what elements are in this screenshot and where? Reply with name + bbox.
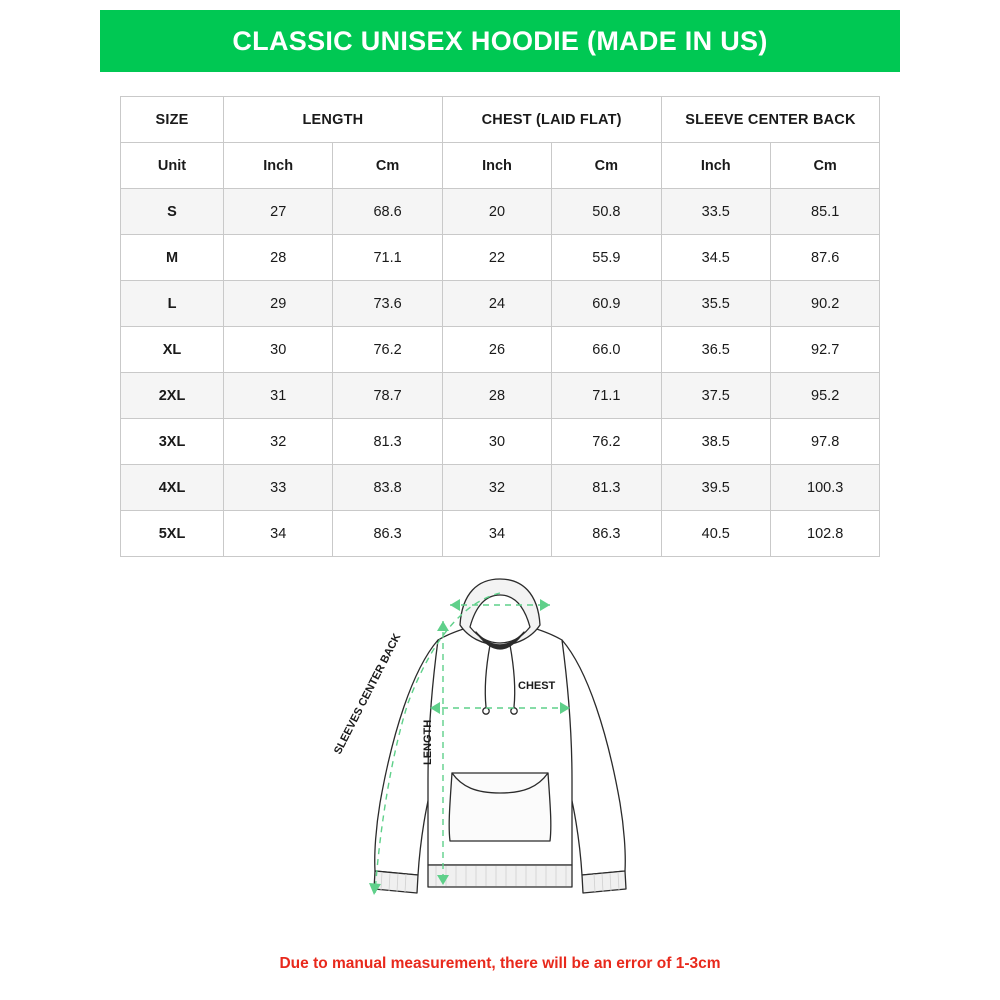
cell-sleeve-inch: 38.5 bbox=[661, 419, 770, 465]
cell-length-cm: 73.6 bbox=[333, 281, 442, 327]
cell-length-cm: 78.7 bbox=[333, 373, 442, 419]
cell-sleeve-cm: 97.8 bbox=[770, 419, 879, 465]
cell-size: L bbox=[121, 281, 224, 327]
cell-chest-cm: 81.3 bbox=[552, 465, 661, 511]
table-row bbox=[121, 327, 880, 373]
cell-length-inch: 30 bbox=[224, 327, 333, 373]
cell-chest-inch: 26 bbox=[442, 327, 551, 373]
table-row bbox=[121, 373, 880, 419]
cell-size: XL bbox=[121, 327, 224, 373]
cell-chest-inch: 20 bbox=[442, 189, 551, 235]
unit-chest-inch: Inch bbox=[442, 143, 551, 189]
label-chest: CHEST bbox=[518, 680, 556, 692]
cell-sleeve-cm: 85.1 bbox=[770, 189, 879, 235]
cell-length-inch: 27 bbox=[224, 189, 333, 235]
cell-chest-inch: 34 bbox=[442, 511, 551, 557]
cell-length-cm: 68.6 bbox=[333, 189, 442, 235]
cell-chest-cm: 71.1 bbox=[552, 373, 661, 419]
header-length: LENGTH bbox=[224, 97, 443, 143]
cell-length-cm: 81.3 bbox=[333, 419, 442, 465]
cell-sleeve-cm: 87.6 bbox=[770, 235, 879, 281]
cell-chest-inch: 32 bbox=[442, 465, 551, 511]
header-chest: CHEST (LAID FLAT) bbox=[442, 97, 661, 143]
cell-length-inch: 32 bbox=[224, 419, 333, 465]
cell-chest-inch: 30 bbox=[442, 419, 551, 465]
cell-length-inch: 29 bbox=[224, 281, 333, 327]
cell-chest-inch: 22 bbox=[442, 235, 551, 281]
cell-size: 3XL bbox=[121, 419, 224, 465]
cell-sleeve-inch: 39.5 bbox=[661, 465, 770, 511]
header-size: SIZE bbox=[121, 97, 224, 143]
cell-length-cm: 86.3 bbox=[333, 511, 442, 557]
measurement-disclaimer: Due to manual measurement, there will be an error of 1-3cm bbox=[279, 955, 721, 972]
unit-sleeve-cm: Cm bbox=[770, 143, 879, 189]
cell-chest-cm: 50.8 bbox=[552, 189, 661, 235]
cell-length-cm: 83.8 bbox=[333, 465, 442, 511]
cell-chest-inch: 24 bbox=[442, 281, 551, 327]
cell-sleeve-inch: 34.5 bbox=[661, 235, 770, 281]
unit-sleeve-inch: Inch bbox=[661, 143, 770, 189]
header-sleeve: SLEEVE CENTER BACK bbox=[661, 97, 880, 143]
cell-sleeve-inch: 33.5 bbox=[661, 189, 770, 235]
cell-sleeve-inch: 36.5 bbox=[661, 327, 770, 373]
cell-chest-cm: 86.3 bbox=[552, 511, 661, 557]
cell-sleeve-cm: 90.2 bbox=[770, 281, 879, 327]
cell-size: 4XL bbox=[121, 465, 224, 511]
unit-length-inch: Inch bbox=[224, 143, 333, 189]
table-row bbox=[121, 465, 880, 511]
cell-chest-inch: 28 bbox=[442, 373, 551, 419]
table-unit-row bbox=[121, 143, 880, 189]
label-length: LENGTH bbox=[422, 719, 434, 765]
cell-length-inch: 34 bbox=[224, 511, 333, 557]
table-row bbox=[121, 511, 880, 557]
cell-length-inch: 31 bbox=[224, 373, 333, 419]
unit-label: Unit bbox=[121, 143, 224, 189]
unit-chest-cm: Cm bbox=[552, 143, 661, 189]
table-row bbox=[121, 189, 880, 235]
table-row bbox=[121, 419, 880, 465]
cell-chest-cm: 60.9 bbox=[552, 281, 661, 327]
cell-sleeve-cm: 95.2 bbox=[770, 373, 879, 419]
unit-length-cm: Cm bbox=[333, 143, 442, 189]
cell-sleeve-inch: 35.5 bbox=[661, 281, 770, 327]
cell-size: S bbox=[121, 189, 224, 235]
size-table bbox=[120, 96, 880, 557]
table-row bbox=[121, 281, 880, 327]
cell-chest-cm: 66.0 bbox=[552, 327, 661, 373]
header-banner bbox=[100, 10, 900, 72]
cell-sleeve-inch: 40.5 bbox=[661, 511, 770, 557]
size-table-container bbox=[120, 96, 880, 557]
cell-size: 5XL bbox=[121, 511, 224, 557]
cell-length-inch: 33 bbox=[224, 465, 333, 511]
cell-length-cm: 76.2 bbox=[333, 327, 442, 373]
cell-sleeve-inch: 37.5 bbox=[661, 373, 770, 419]
cell-size: 2XL bbox=[121, 373, 224, 419]
hoodie-measurement-diagram bbox=[300, 575, 700, 925]
cell-sleeve-cm: 102.8 bbox=[770, 511, 879, 557]
label-sleeves-center-back: SLEEVES CENTER BACK bbox=[331, 631, 404, 757]
cell-size: M bbox=[121, 235, 224, 281]
cell-sleeve-cm: 100.3 bbox=[770, 465, 879, 511]
cell-sleeve-cm: 92.7 bbox=[770, 327, 879, 373]
table-group-header-row bbox=[121, 97, 880, 143]
table-row bbox=[121, 235, 880, 281]
cell-chest-cm: 76.2 bbox=[552, 419, 661, 465]
cell-chest-cm: 55.9 bbox=[552, 235, 661, 281]
cell-length-inch: 28 bbox=[224, 235, 333, 281]
cell-length-cm: 71.1 bbox=[333, 235, 442, 281]
page-title: CLASSIC UNISEX HOODIE (MADE IN US) bbox=[232, 25, 768, 56]
